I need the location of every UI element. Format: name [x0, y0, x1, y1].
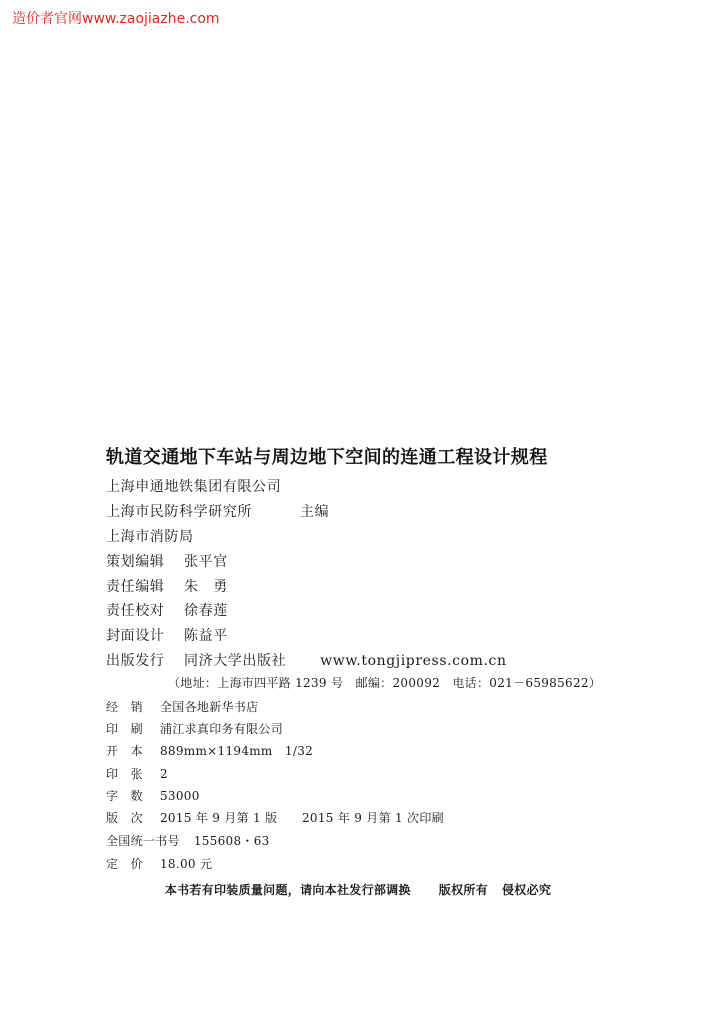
detail-row: [106, 742, 313, 759]
site-watermark: 造价者官网www.zaojiazhe.com: [12, 11, 220, 27]
detail-value: 155608・63: [193, 834, 270, 848]
org-name-2: 上海市民防科学研究所: [106, 504, 252, 520]
publisher-row: [106, 650, 507, 670]
publisher-address: （地址：上海市四平路 1239 号 邮编：200092 电话：021－65985622）: [168, 676, 602, 690]
staff-value: 张平官: [184, 554, 228, 570]
editor-role-label: 主编: [300, 504, 330, 520]
staff-value: 朱 勇: [184, 579, 228, 595]
detail-row: [106, 765, 168, 782]
detail-row: [106, 698, 258, 715]
detail-label: 版 次: [106, 811, 143, 825]
book-title: 轨道交通地下车站与周边地下空间的连通工程设计规程: [106, 447, 548, 468]
publisher-name: 同济大学出版社: [184, 653, 287, 669]
org-line-2: [106, 501, 329, 521]
detail-label: 全国统一书号: [106, 834, 180, 848]
detail-label: 字 数: [106, 789, 143, 803]
detail-value: 53000: [160, 789, 200, 803]
staff-label: 策划编辑: [106, 554, 165, 570]
detail-value: 2015 年 9 月第 1 版 2015 年 9 月第 1 次印刷: [160, 811, 444, 825]
publisher-website: www.tongjipress.com.cn: [320, 653, 507, 669]
copyright-text: 版权所有: [438, 883, 488, 897]
org-line-3: [106, 526, 194, 546]
detail-row: [106, 832, 270, 849]
staff-row: [106, 576, 228, 596]
staff-row: [106, 625, 228, 645]
detail-label: 印 刷: [106, 722, 143, 736]
staff-row: [106, 551, 228, 571]
detail-row: [106, 787, 200, 804]
staff-label: 封面设计: [106, 628, 165, 644]
detail-row: [106, 855, 212, 872]
staff-label: 责任校对: [106, 603, 165, 619]
detail-row: [106, 720, 283, 737]
detail-label: 印 张: [106, 767, 143, 781]
publisher-label: 出版发行: [106, 653, 165, 669]
staff-value: 徐春莲: [184, 603, 228, 619]
org-name-1: 上海申通地铁集团有限公司: [106, 479, 282, 495]
detail-label: 定 价: [106, 857, 143, 871]
detail-value: 2: [160, 767, 168, 781]
detail-value: 889mm×1194mm 1/32: [160, 744, 314, 758]
detail-value: 浦江求真印务有限公司: [160, 722, 284, 736]
detail-row: [106, 809, 444, 826]
org-line-1: [106, 476, 281, 496]
detail-label: 开 本: [106, 744, 143, 758]
detail-value: 18.00 元: [160, 857, 213, 871]
staff-row: [106, 600, 228, 620]
detail-value: 全国各地新华书店: [160, 700, 259, 714]
notice-text: 本书若有印装质量问题，请向本社发行部调换: [164, 883, 411, 897]
org-name-3: 上海市消防局: [106, 529, 194, 545]
detail-label: 经 销: [106, 700, 143, 714]
piracy-warning: 侵权必究: [502, 883, 552, 897]
staff-label: 责任编辑: [106, 579, 165, 595]
quality-notice: [0, 881, 716, 898]
staff-value: 陈益平: [184, 628, 228, 644]
